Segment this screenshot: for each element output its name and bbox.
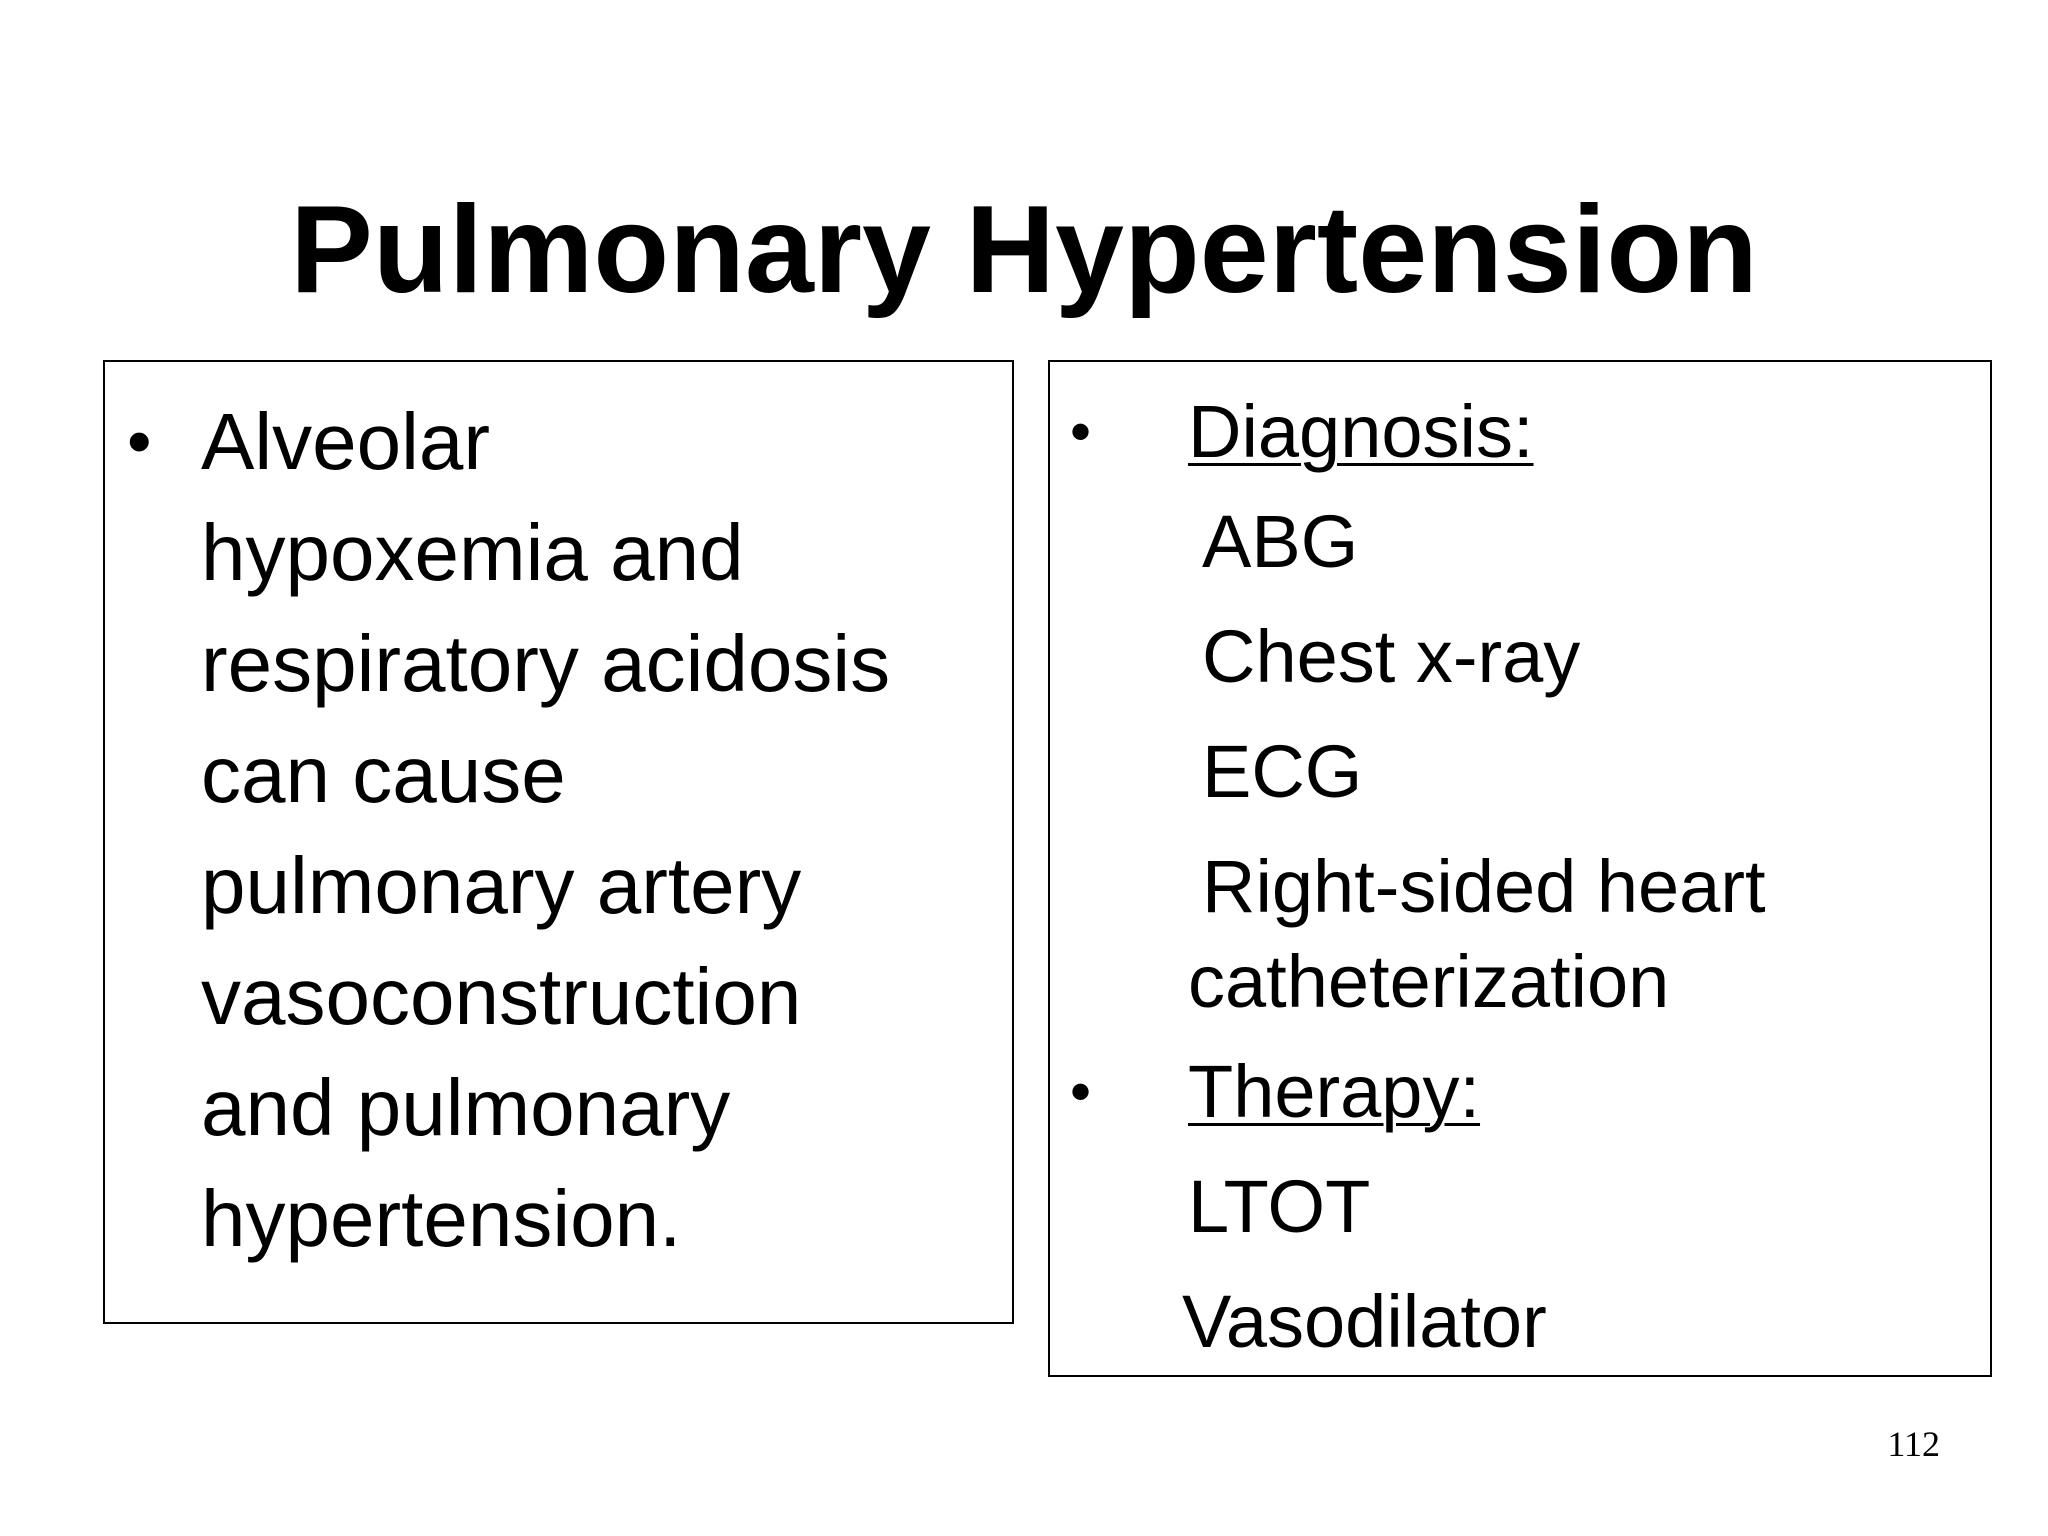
left-text-line: can cause <box>201 730 566 819</box>
diagnosis-item: catheterization <box>1188 940 1670 1023</box>
therapy-item: Vasodilator <box>1182 1280 1547 1363</box>
left-bullet-text <box>201 386 1001 1274</box>
left-text-line: pulmonary artery <box>201 841 802 930</box>
diagnosis-item: Right-sided heart <box>1202 845 1766 928</box>
left-text-line: hypoxemia and <box>201 508 744 597</box>
left-text-box <box>103 360 1014 1324</box>
diagnosis-item: ABG <box>1202 500 1359 583</box>
bullet: • <box>1070 1058 1092 1125</box>
left-text-line: and pulmonary <box>201 1063 731 1152</box>
diagnosis-item: ECG <box>1202 730 1363 813</box>
slide-title: Pulmonary Hypertension <box>290 181 1758 319</box>
bullet: • <box>1070 398 1092 465</box>
page-number: 112 <box>1887 1424 1940 1464</box>
diagnosis-item: Chest x-ray <box>1202 615 1581 698</box>
diagnosis-heading: Diagnosis: <box>1188 390 1534 473</box>
therapy-heading: Therapy: <box>1188 1050 1481 1133</box>
right-text-box <box>1048 360 1992 1377</box>
therapy-item: LTOT <box>1188 1165 1371 1248</box>
left-text-line: Alveolar <box>201 397 491 486</box>
left-text-line: respiratory acidosis <box>201 619 891 708</box>
left-text-line: hypertension. <box>201 1174 682 1263</box>
left-text-line: vasoconstruction <box>201 952 802 1041</box>
bullet: • <box>127 402 152 480</box>
